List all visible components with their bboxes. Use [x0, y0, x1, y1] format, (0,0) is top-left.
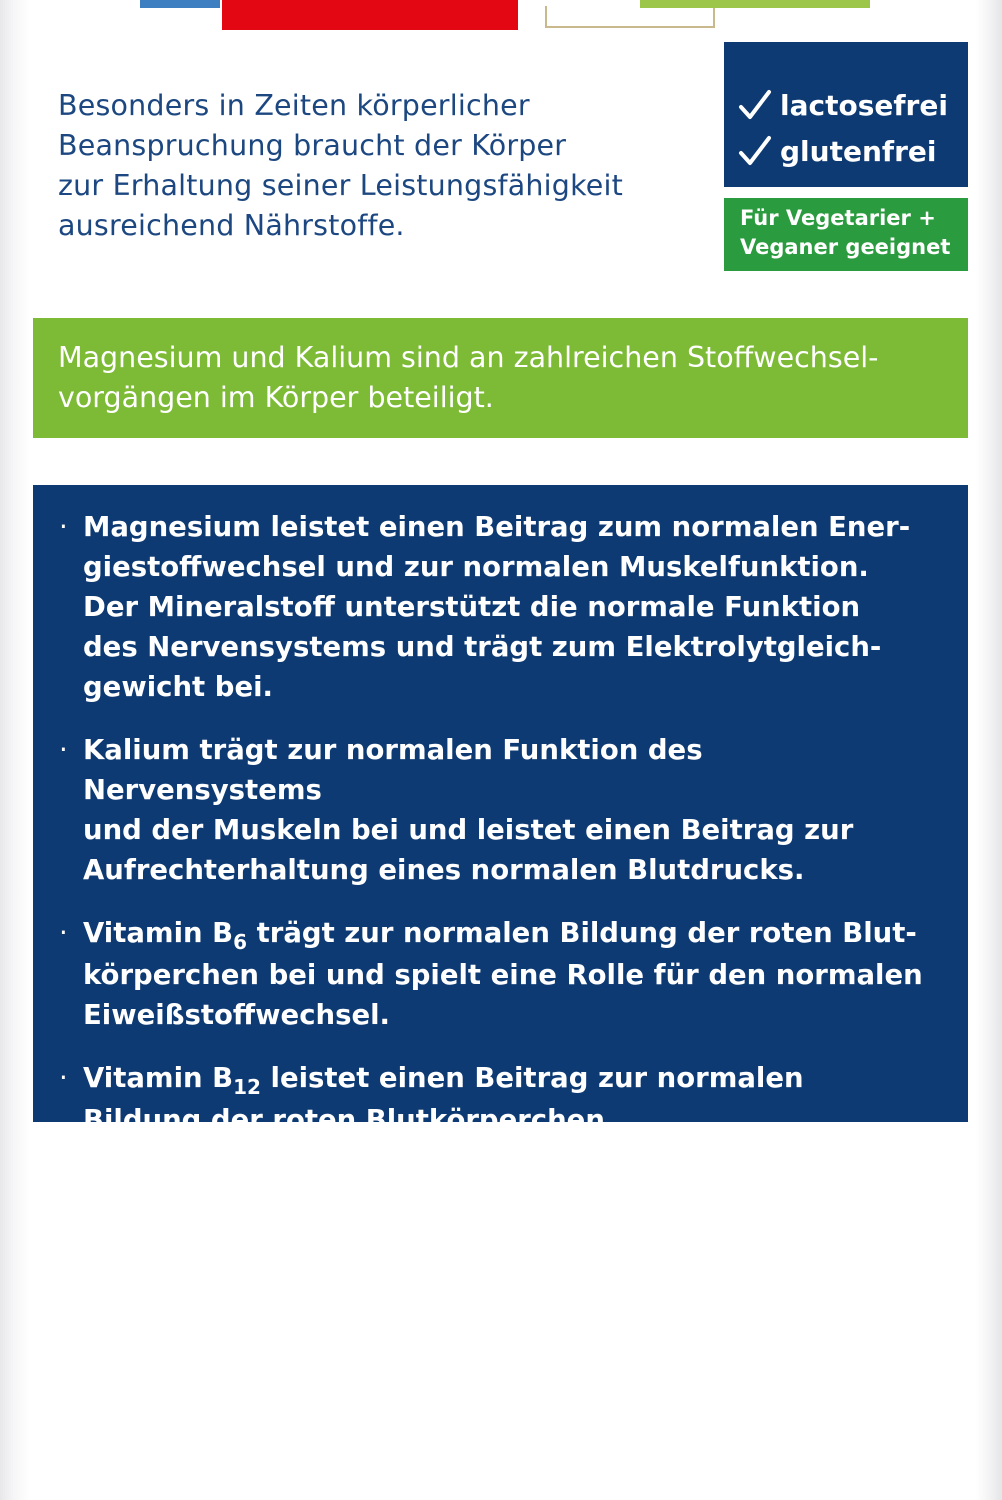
claim-line: Der Mineralstoff unterstützt die normale Funktion — [83, 591, 861, 623]
health-claims-panel — [33, 485, 968, 1136]
intro-line: zur Erhaltung seiner Leistungsfähigkeit — [58, 169, 623, 202]
intro-line: Beanspruchung braucht der Körper — [58, 129, 567, 162]
bullet-dot: · — [59, 917, 68, 949]
claim-line — [83, 1058, 948, 1100]
top-edge-green-mark — [640, 0, 870, 8]
claim-line-end: trägt zur normalen Bildung der roten Blut- — [247, 917, 917, 949]
check-icon — [738, 88, 772, 122]
vegan-badge — [724, 198, 968, 271]
claim-line: Bildung der roten Blutkörperchen. — [83, 1104, 616, 1136]
intro-text — [58, 86, 698, 246]
claim-line: giestoffwechsel und zur normalen Muskelfunktion. — [83, 551, 869, 583]
claim-line: Eiweißstoffwechsel. — [83, 999, 390, 1031]
vegan-badge-line: Veganer geeignet — [740, 235, 951, 259]
claim-line: Aufrechterhaltung eines normalen Blutdrucks. — [83, 854, 805, 886]
claim-item-kalium — [57, 730, 948, 890]
check-icon — [738, 134, 772, 168]
claim-item-magnesium — [57, 507, 948, 707]
bullet-dot: · — [59, 511, 68, 543]
claim-line: Magnesium leistet einen Beitrag zum normalen Ener- — [83, 511, 911, 543]
statement-line: Magnesium und Kalium sind an zahlreichen Stoffwechsel- — [58, 341, 879, 374]
free-from-badge — [724, 42, 968, 187]
metabolism-statement — [33, 318, 968, 438]
claim-line-start: Vitamin B — [83, 1062, 234, 1094]
vegan-badge-line: Für Vegetarier + — [740, 206, 936, 230]
lactose-free-claim — [738, 82, 968, 128]
intro-line: ausreichend Nährstoffe. — [58, 209, 405, 242]
claim-line: körperchen bei und spielt eine Rolle für den normalen — [83, 959, 923, 991]
claim-line-end: leistet einen Beitrag zur normalen — [260, 1062, 804, 1094]
gluten-free-claim — [738, 128, 968, 174]
statement-line: vorgängen im Körper beteiligt. — [58, 381, 494, 414]
lactose-free-label: lactosefrei — [780, 88, 948, 122]
claim-line: und der Muskeln bei und leistet einen Beitrag zur — [83, 814, 854, 846]
gluten-free-label: glutenfrei — [780, 134, 937, 168]
vitamin-subscript: 12 — [233, 1075, 261, 1099]
claim-line — [83, 913, 948, 955]
bullet-dot: · — [59, 734, 68, 766]
claim-line: des Nervensystems und trägt zum Elektrolytgleich- — [83, 631, 882, 663]
top-edge-blue-mark — [140, 0, 220, 8]
top-packaging-edge — [0, 0, 1002, 40]
top-edge-outline-mark — [545, 6, 715, 28]
claim-line-start: Vitamin B — [83, 917, 234, 949]
claim-line: gewicht bei. — [83, 671, 273, 703]
claim-item-vitamin-b12 — [57, 1058, 948, 1140]
vitamin-subscript: 6 — [233, 930, 248, 954]
intro-line: Besonders in Zeiten körperlicher — [58, 89, 530, 122]
bullet-dot: · — [59, 1062, 68, 1094]
claim-item-vitamin-b6 — [57, 913, 948, 1035]
claim-line: Kalium trägt zur normalen Funktion des Nervensystems — [83, 734, 703, 806]
top-edge-red-mark — [222, 0, 518, 30]
